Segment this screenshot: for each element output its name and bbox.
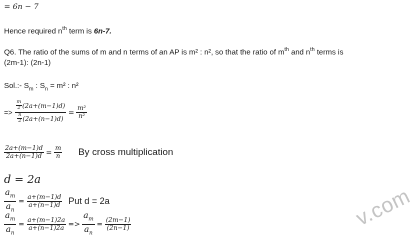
term: a: [5, 223, 11, 234]
lhs-fraction: [4, 211, 16, 237]
watermark: v.com: [352, 184, 414, 231]
term: a: [84, 223, 90, 234]
subscript: n: [10, 207, 15, 214]
step-label: By cross multiplication: [78, 146, 174, 158]
superscript: th: [310, 47, 315, 53]
denominator: a+(n−1)d: [28, 200, 61, 209]
denominator: [4, 225, 16, 238]
numerator: 2a+(m−1)d: [5, 144, 43, 152]
result-fraction: [105, 217, 132, 232]
numerator: [4, 188, 16, 202]
denominator: 2: [17, 105, 21, 112]
denominator: n²: [78, 111, 85, 120]
implies-arrow: =>: [4, 107, 13, 117]
numerator: [82, 211, 94, 225]
question-text-b: and n: [288, 47, 311, 57]
numerator: m: [55, 144, 62, 152]
subscript: m: [88, 216, 94, 223]
term: a: [5, 200, 11, 211]
numerator-expression: (2a+(m−1)d): [22, 101, 66, 110]
term: a: [83, 210, 89, 220]
superscript: th: [62, 26, 67, 32]
numerator: a+(m−1)2a: [27, 215, 66, 224]
solution-mid: : S: [33, 81, 45, 90]
denominator: a+(n−1)2a: [28, 223, 65, 232]
numerator: [15, 100, 67, 113]
numerator: m²: [77, 103, 86, 112]
denominator: n: [56, 151, 61, 160]
lhs-fraction-2: [82, 211, 94, 237]
equals-sign: =: [18, 196, 25, 206]
equation-text: = 6n − 7: [4, 2, 39, 11]
numerator: (2m−1): [105, 215, 131, 224]
fraction: [15, 100, 67, 125]
implies-arrow: =>: [68, 219, 81, 229]
equation-line-3: [4, 173, 41, 186]
rhs-fraction: [54, 145, 62, 160]
subscript: n: [10, 230, 15, 237]
solution-end: = m² : n²: [47, 81, 79, 90]
superscript: th: [284, 47, 289, 53]
subscript: m: [28, 86, 34, 93]
denominator: [15, 113, 67, 125]
subscript: n: [44, 86, 48, 93]
denominator: 2a+(n−1)d: [5, 151, 42, 160]
equation-line-2: [4, 145, 173, 160]
question-text: Q6. The ratio of the sums of m and n terms of an AP is m² : n², so that the ratio of m: [4, 47, 285, 57]
conclusion-line: [4, 24, 112, 37]
denominator-expression: (2a+(n−1)d): [22, 114, 64, 123]
answer-text: 6n-7.: [93, 26, 112, 36]
equation-line-1: => $\frac{m}{2}$ (2a+(m−1)d) $\frac{n}{2}$ (2a+(n−1)d) = $\frac{\text{m²}}{\text{n²}}$: [4, 99, 86, 125]
subscript: m: [10, 216, 16, 223]
conclusion-text: Hence required n: [4, 26, 63, 36]
term: a: [5, 210, 10, 220]
fraction: [27, 217, 67, 232]
solution-intro: [4, 81, 79, 95]
fraction: [4, 145, 44, 160]
denominator: 2: [18, 118, 22, 125]
numerator: [4, 211, 16, 225]
step-label: Put d = 2a: [68, 196, 110, 207]
term: a: [5, 187, 10, 197]
fraction: [27, 194, 63, 209]
equals-sign: =: [45, 147, 52, 157]
subscript: m: [10, 193, 16, 200]
equation-text: d = 2a: [4, 173, 41, 186]
question-text: (2m-1): (2n-1): [4, 58, 51, 67]
denominator: (2n−1): [106, 223, 130, 232]
question-line-1: [4, 45, 343, 58]
denominator: [82, 225, 94, 238]
solution-text: Sol.:- S: [4, 81, 29, 90]
numerator: a+(m−1)d: [27, 192, 62, 201]
conclusion-mid: term is: [66, 26, 94, 36]
rhs-fraction: [76, 105, 87, 120]
equation-line-5: [4, 211, 131, 237]
question-line-2: [4, 58, 51, 68]
subscript: n: [89, 230, 93, 237]
numerator: m: [16, 99, 22, 105]
equals-sign: =: [18, 219, 25, 229]
numerator: n: [18, 111, 22, 118]
equation-line-0: [4, 2, 39, 12]
question-text-c: terms is: [314, 47, 344, 57]
equals-sign: =: [96, 219, 103, 229]
